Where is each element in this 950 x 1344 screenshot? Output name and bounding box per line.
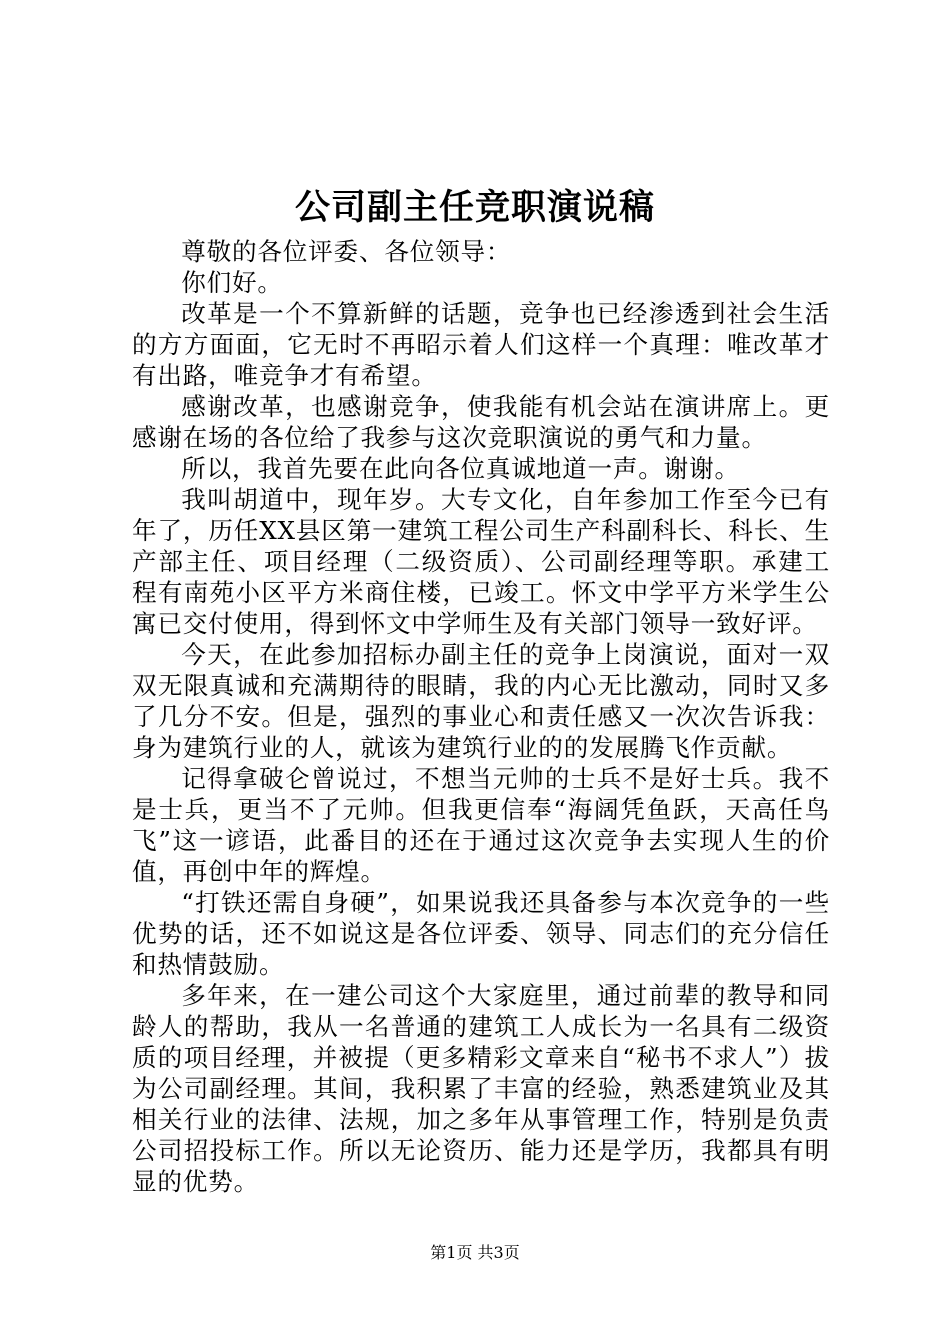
greeting-paragraph: 你们好。 [181,268,283,297]
document-body [132,236,830,1197]
body-paragraph: 多年来，在一建公司这个大家庭里，通过前辈的教导和同龄人的帮助，我从一名普通的建筑工人成长为一名具有二级资质的项目经理，并被提（更多精彩文章来自“秘书不求人”）拔为公司副经理。其间，我积累了丰富的经验，熟悉建筑业及其相关行业的法律、法规，加之多年从事管理工作，特别是负责公司招投标工作。所以无论资历、能力还是学历，我都具有明显的优势。 [132,981,830,1196]
body-paragraph: 感谢改革，也感谢竞争，使我能有机会站在演讲席上。更感谢在场的各位给了我参与这次竞职演说的勇气和力量。 [132,392,830,452]
body-paragraph: 所以，我首先要在此向各位真诚地道一声。谢谢。 [181,454,740,483]
body-paragraph: 改革是一个不算新鲜的话题，竞争也已经渗透到社会生活的方方面面，它无时不再昭示着人们这样一个真理：唯改革才有出路，唯竞争才有希望。 [132,299,830,390]
page-footer: 第1页 共3页 [430,1243,520,1262]
body-paragraph: “打铁还需自身硬”，如果说我还具备参与本次竞争的一些优势的话，还不如说这是各位评委、领导、同志们的充分信任和热情鼓励。 [132,888,830,979]
document-title: 公司副主任竞职演说稿 [294,187,655,228]
body-paragraph: 今天，在此参加招标办副主任的竞争上岗演说，面对一双双无限真诚和充满期待的眼睛，我的内心无比激动，同时又多了几分不安。但是，强烈的事业心和责任感又一次次告诉我：身为建筑行业的人，就该为建筑行业的的发展腾飞作贡献。 [132,640,830,762]
body-paragraph: 记得拿破仑曾说过，不想当元帅的士兵不是好士兵。我不是士兵，更当不了元帅。但我更信奉“海阔凭鱼跃，天高任鸟飞”这一谚语，此番目的还在于通过这次竞争去实现人生的价值，再创中年的辉煌。 [132,764,830,886]
salutation-paragraph: 尊敬的各位评委、各位领导： [181,237,512,266]
body-paragraph: 我叫胡道中，现年岁。大专文化，自年参加工作至今已有年了，历任XX县区第一建筑工程公司生产科副科长、科长、生产部主任、项目经理（二级资质）、公司副经理等职。承建工程有南苑小区平方米商住楼，已竣工。怀文中学平方米学生公寓已交付使用，得到怀文中学师生及有关部门领导一致好评。 [132,485,830,638]
